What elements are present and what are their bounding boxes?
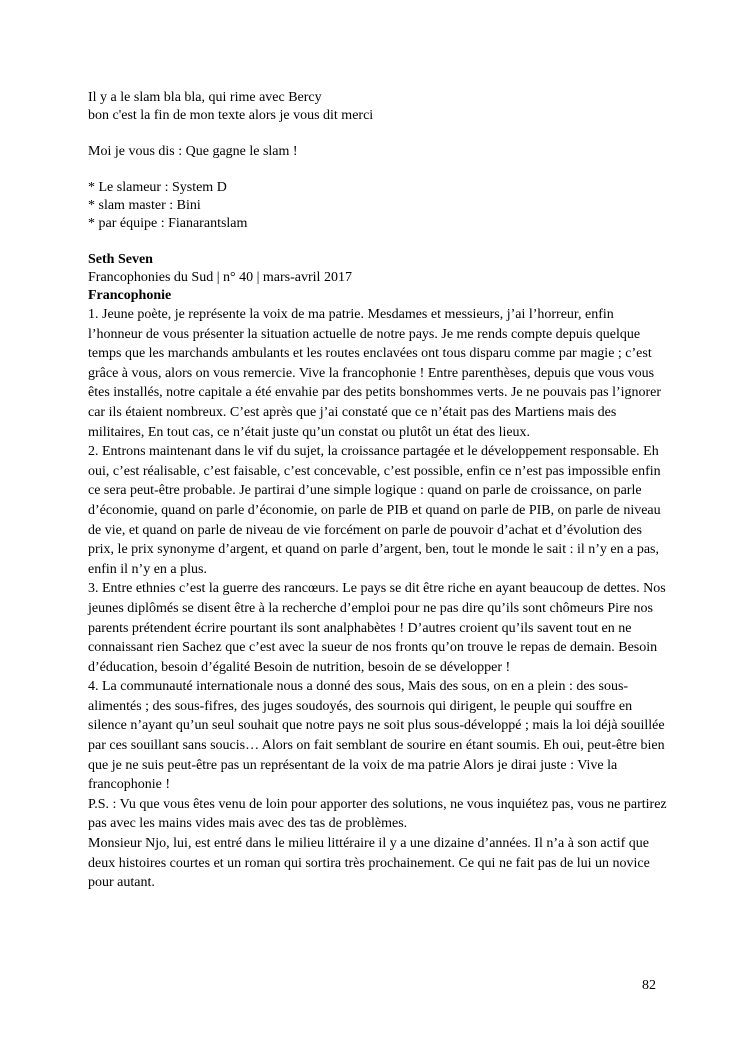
text-line: Il y a le slam bla bla, qui rime avec Bercy bbox=[88, 90, 322, 105]
spacer bbox=[88, 233, 668, 251]
source-line: Francophonies du Sud | n° 40 | mars-avril 2017 bbox=[88, 270, 352, 285]
poem-title: Francophonie bbox=[88, 288, 172, 303]
result-item: * par équipe : Fianarantslam bbox=[88, 216, 248, 231]
spacer bbox=[88, 125, 668, 143]
text-line: bon c'est la fin de mon texte alors je vous dit merci bbox=[88, 108, 374, 123]
result-item: * Le slameur : System D bbox=[88, 180, 227, 195]
question-line: Moi je vous dis : Que gagne le slam ! bbox=[88, 144, 298, 159]
paragraph: 4. La communauté internationale nous a donné des sous, Mais des sous, on en a plein : des sous-alimentés ; des sous-fifres, des juges soudoyés, des sournois qui dirigent, le peuple qui souffre en silence n’ayant qu’un seul souhait que notre pays ne soit plus sous-développé ; mais la loi déjà souillée par ces souillant sans soucis… Alors on fait semblant de sourire en étant soumis. Eh oui, peut-être bien que je ne suis peut-être pas un représentant de la voix de ma patrie Alors je dirai juste : Vive la francophonie ! bbox=[88, 679, 665, 793]
paragraph: Monsieur Njo, lui, est entré dans le milieu littéraire il y a une dizaine d’années. Il n’a à son actif que deux histoires courtes et un roman qui sortira très prochainement. Ce qui ne fait pas de lui un novice pour autant. bbox=[88, 836, 650, 891]
spacer bbox=[88, 161, 668, 179]
paragraph: P.S. : Vu que vous êtes venu de loin pour apporter des solutions, ne vous inquiétez pas, vous ne partirez pas avec les mains vides mais avec des tas de problèmes. bbox=[88, 796, 667, 832]
result-item: * slam master : Bini bbox=[88, 198, 201, 213]
paragraph: 1. Jeune poète, je représente la voix de ma patrie. Mesdames et messieurs, j’ai l’horreur, enfin l’honneur de vous présenter la situation actuelle de notre pays. Je me rends compte depuis quelque temps que les marchands ambulants et les routes enclavées ont tous disparu comme par magie ; c’est grâce à vous, alors on vous remercie. Vive la francophonie ! Entre parenthèses, depuis que vous vous êtes installés, notre capitale a été envahie par des petits bonshommes verts. Je ne pouvais pas l’ignorer car ils étaient nombreux. C’est après que j’ai constaté que ce n’était pas des Martiens mais des militaires, En tout cas, ce n’était juste qu’un constat ou plutôt un état des lieux. bbox=[88, 307, 662, 440]
paragraph: 2. Entrons maintenant dans le vif du sujet, la croissance partagée et le développement responsable. Eh oui, c’est réalisable, c’est faisable, c’est concevable, c’est possible, enfin ce n’est pas impossible enfin ce sera peut-être probable. Je partirai d’une simple logique : quand on parle de croissance, on parle d’économie, quand on parle d’économie, on parle de PIB et quand on parle de PIB, on parle de niveau de vie, et quand on parle de niveau de vie forcément on parle de pouvoir d’achat et d’évolution des prix, le prix synonyme d’argent, et quand on parle d’argent, ben, tout le monde le sait : il n’y en a pas, enfin il n’y en a plus. bbox=[88, 444, 661, 577]
paragraph: 3. Entre ethnies c’est la guerre des rancœurs. Le pays se dit être riche en ayant beaucoup de dettes. Nos jeunes diplômés se disent être à la recherche d’emploi pour ne pas dire qu’ils sont chômeurs Pire nos parents prétendent écrire pourtant ils sont analphabètes ! D’autres croient qu’ils savent tout en ne connaissant rien Sachez que c’est avec la sueur de nos fronts qu’on trouve le repas de demain. Besoin d’éducation, besoin d’égalité Besoin de nutrition, besoin de se développer ! bbox=[88, 581, 666, 675]
page-content bbox=[88, 89, 668, 893]
page-number: 82 bbox=[642, 978, 656, 993]
author-name: Seth Seven bbox=[88, 252, 153, 267]
